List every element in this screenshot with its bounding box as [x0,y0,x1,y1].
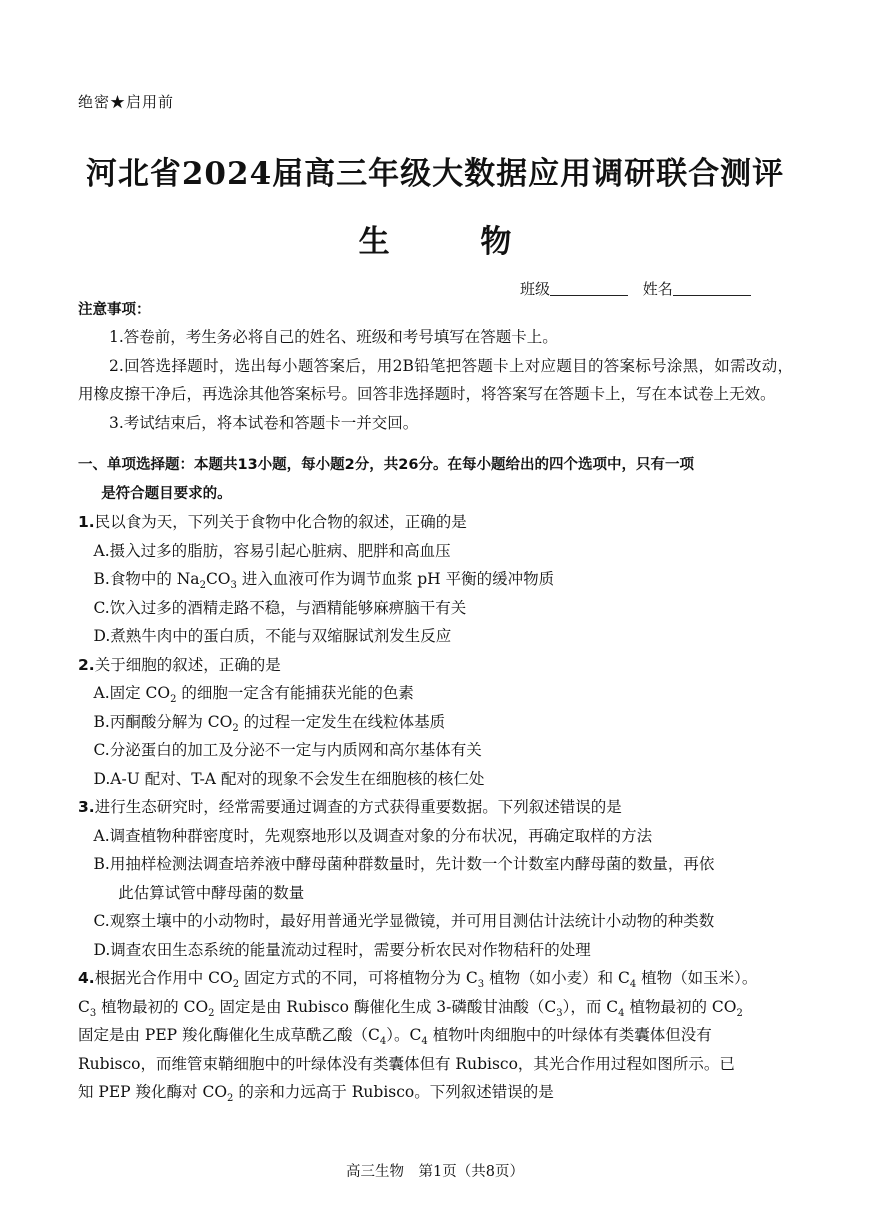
question-stem: 进行生态研究时，经常需要通过调查的方式获得重要数据。下列叙述错误的是 [94,798,622,816]
option-c: C.分泌蛋白的加工及分泌不一定与内质网和高尔基体有关 [93,741,482,759]
name-blank [673,279,751,296]
note-item: 3.考试结束后，将本试卷和答题卡一并交回。 [109,413,419,432]
question-3 [78,793,793,822]
question-1 [78,508,793,537]
question-number: 3. [78,798,95,816]
q4-line-2: $C_3$ 植物最初的 $CO_2$ 固定是由 Rubisco 酶催化生成 3-磷酸甘油酸$(C_3)$，而 $C_4$ 植物最初的 $CO_2$ [78,997,743,1019]
option-d: D.A-U 配对、T-A 配对的现象不会发生在细胞核的核仁处 [93,769,485,788]
section-line-1: 一、单项选择题：本题共13小题，每小题2分，共26分。在每小题给出的四个选项中，只有一项 [78,457,694,473]
exam-title: 河北省2024届高三年级大数据应用调研联合测评 [85,156,785,192]
option-c: C.饮入过多的酒精走路不稳，与酒精能够麻痹脑干有关 [93,598,467,617]
option-a: A.摄入过多的脂肪，容易引起心脏病、肥胖和高血压 [93,541,451,560]
question-number: 1. [78,513,95,531]
q4-line-3: 固定是由 PEP 羧化酶催化生成草酰乙酸$(C_4)$。$C_4$ 植物叶肉细胞中的叶绿体有类囊体但没有 [78,1026,712,1048]
note-item: 2.回答选择题时，选出每小题答案后，用2B铅笔把答题卡上对应题目的答案标号涂黑，如需改动，用橡皮擦干净后，再选涂其他答案标号。回答非选择题时，将答案写在答题卡上，写在本试卷上无效。 [78,356,793,403]
subject-text: 生 物 [358,224,552,260]
q4-line-1: 4.根据光合作用中 $CO_2$ 固定方式的不同，可将植物分为 $C_3$ 植物（如小麦）和 $C_4$ 植物（如玉米）。 [78,969,758,991]
note-item: 1.答卷前，考生务必将自己的姓名、班级和考号填写在答题卡上。 [109,328,558,346]
question-stem: 民以食为天，下列关于食物中化合物的叙述，正确的是 [94,513,467,531]
page-footer: 高三生物 第1页（共8页） [346,1164,524,1180]
confidential-mark: 绝密★启用前 [78,93,175,111]
question-2 [78,651,793,680]
name-label: 姓名 [642,280,673,298]
option-b: B.用抽样检测法调查培养液中酵母菌种群数量时，先计数一个计数室内酵母菌的数量，再依 此估算试管中酵母菌的数量 [93,855,715,902]
q4-line-4: Rubisco，而维管束鞘细胞中的叶绿体没有类囊体但有 Rubisco，其光合作用过程如图所示。已 [78,1054,735,1073]
notes-heading: 注意事项： [78,302,151,318]
class-blank [550,279,628,296]
option-d: D.煮熟牛肉中的蛋白质，不能与双缩脲试剂发生反应 [93,627,452,645]
option-b: B.丙酮酸分解为 $CO_2$ 的过程一定发生在线粒体基质 [93,712,446,734]
section-line-2: 是符合题目要求的。 [101,485,232,502]
subject-title [0,218,870,266]
option-a: A.固定 $CO_2$ 的细胞一定含有能捕获光能的色素 [93,684,414,706]
option-d: D.调查农田生态系统的能量流动过程时，需要分析农民对作物秸秆的处理 [93,940,591,959]
option-b: B.食物中的 $Na_2CO_3$ 进入血液可作为调节血浆 pH 平衡的缓冲物质 [93,570,555,592]
class-label: 班级 [520,280,551,298]
option-c: C.观察土壤中的小动物时，最好用普通光学显微镜，并可用目测估计法统计小动物的种类数 [93,912,715,930]
exam-body [78,323,793,1107]
question-stem: 关于细胞的叙述，正确的是 [94,655,281,674]
question-number: 2. [78,655,95,674]
q4-line-5: 知 PEP 羧化酶对 $CO_2$ 的亲和力远高于 Rubisco。下列叙述错误的是 [78,1083,554,1105]
class-name-fields [520,275,751,304]
option-a: A.调查植物种群密度时，先观察地形以及调查对象的分布状况，再确定取样的方法 [93,826,653,845]
section-heading [78,451,793,508]
question-4 [78,964,793,1107]
